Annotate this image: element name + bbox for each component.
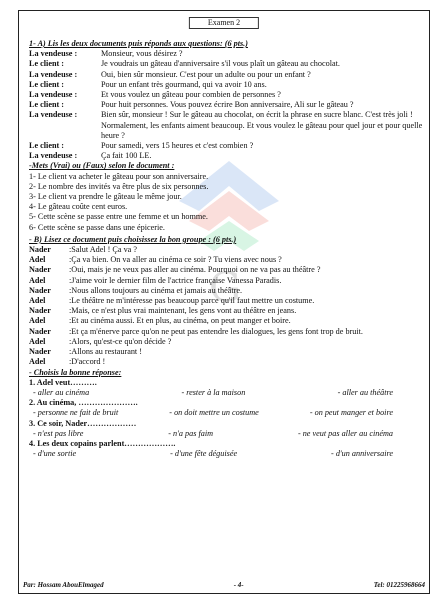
dialogue-line	[29, 296, 423, 306]
answer-option: - on doit mettre un costume	[169, 408, 259, 418]
dialogue-1	[29, 49, 423, 161]
speaker-label: Adel	[29, 357, 46, 367]
dialogue-line	[29, 110, 423, 141]
speaker-label: La vendeuse :	[29, 151, 78, 161]
true-false-list	[29, 172, 423, 233]
footer-author: Par: Hossam AbouElmaged	[23, 581, 104, 589]
answer-option: - rester à la maison	[181, 387, 246, 397]
questions-list	[29, 378, 423, 460]
dialogue-text: :Oui, mais je ne veux pas aller au cinéma. Pourquoi on ne va pas au théâtre ?	[69, 265, 321, 275]
dialogue-line	[29, 59, 423, 69]
dialogue-text: :Allons au restaurant !	[69, 347, 142, 357]
dialogue-line	[29, 276, 423, 286]
dialogue-text: :Et au cinéma aussi. Et en plus, au cinéma, on peut manger et boire.	[69, 316, 291, 326]
answer-option: - on peut manger et boire	[309, 408, 393, 418]
dialogue-line	[29, 141, 423, 151]
dialogue-line	[29, 100, 423, 110]
dialogue-line	[29, 90, 423, 100]
dialogue-text: :Salut Adel ! Ça va ?	[69, 245, 137, 255]
dialogue-line	[29, 49, 423, 59]
speaker-label: Nader	[29, 285, 51, 295]
speaker-label: Adel	[29, 316, 46, 326]
dialogue-line	[29, 286, 423, 296]
dialogue-text: :Mais, ce n'est plus vrai maintenant, les gens vont au théâtre en jeans.	[69, 306, 297, 316]
speaker-label: Adel	[29, 296, 46, 306]
dialogue-line	[29, 265, 423, 275]
speaker-label: Nader	[29, 245, 51, 255]
answer-options	[29, 408, 423, 418]
dialogue-line	[29, 347, 423, 357]
dialogue-text: Et vous voulez un gâteau pour combien de personnes ?	[101, 90, 281, 100]
dialogue-line	[29, 337, 423, 347]
dialogue-text: :D'accord !	[69, 357, 106, 367]
dialogue-text: :Nous allons toujours au cinéma et jamais au théâtre.	[69, 285, 243, 295]
dialogue-text: Ça fait 100 LE.	[101, 151, 152, 161]
choose-heading: - Choisis la bonne réponse:	[29, 367, 122, 377]
dialogue-line	[29, 316, 423, 326]
dialogue-line	[29, 357, 423, 367]
dialogue-text: Je voudrais un gâteau d'anniversaire s'il vous plaît un gâteau au chocolat.	[101, 59, 340, 69]
speaker-label: Nader	[29, 265, 51, 275]
statement-item: 2- Le nombre des invités va être plus de six personnes.	[29, 181, 209, 191]
statement-item: 5- Cette scène se passe entre une femme et un homme.	[29, 212, 208, 222]
answer-options	[29, 429, 423, 439]
dialogue-text: Pour huit personnes. Vous pouvez écrire Bon anniversaire, Ali sur le gâteau ?	[101, 100, 354, 110]
speaker-label: Adel	[29, 336, 46, 346]
dialogue-line	[29, 245, 423, 255]
dialogue-line	[29, 80, 423, 90]
dialogue-text: Pour samedi, vers 15 heures et c'est combien ?	[101, 141, 254, 151]
vf-heading: -Mets (Vrai) ou (Faux) selon le document :	[29, 161, 175, 171]
statement-item: 3- Le client va prendre le gâteau le même jour.	[29, 192, 182, 202]
answer-options	[29, 388, 423, 398]
speaker-label: La vendeuse :	[29, 69, 78, 79]
dialogue-2	[29, 245, 423, 367]
answer-option: - n'est pas libre	[33, 428, 84, 438]
answer-option: - personne ne fait de bruit	[33, 408, 119, 418]
speaker-label: Adel	[29, 255, 46, 265]
answer-option: - d'une fête déguisée	[170, 449, 238, 459]
dialogue-text: Pour un enfant très gourmand, qui va avoir 10 ans.	[101, 79, 267, 89]
answer-option: - n'a pas faim	[168, 428, 214, 438]
answer-options	[29, 449, 423, 459]
speaker-label: Nader	[29, 326, 51, 336]
answer-option: - d'un anniversaire	[331, 449, 393, 459]
footer-phone: Tel: 01225968664	[373, 581, 425, 589]
dialogue-text: :Et ça m'énerve parce qu'on ne peut pas entendre les dialogues, les gens font trop de bruit.	[69, 326, 363, 336]
dialogue-line	[29, 255, 423, 265]
page-title: Examen 2	[189, 17, 259, 29]
speaker-label: Nader	[29, 347, 51, 357]
dialogue-line	[29, 151, 423, 161]
question-stem: 4. Les deux copains parlent……………….	[29, 438, 176, 448]
statement-item: 4- Le gâteau coûte cent euros.	[29, 202, 128, 212]
speaker-label: Le client :	[29, 141, 65, 151]
dialogue-line	[29, 327, 423, 337]
answer-option: - ne veut pas aller au cinéma	[297, 428, 393, 438]
question-stem: 1. Adel veut……….	[29, 377, 97, 387]
part2-heading: - B) Lisez ce document puis choisissez la bon groupe : (6 pts.)	[29, 234, 237, 244]
speaker-label: Le client :	[29, 79, 65, 89]
statement-item: 1- Le client va acheter le gâteau pour son anniversaire.	[29, 171, 209, 181]
speaker-label: La vendeuse :	[29, 110, 78, 120]
part1-heading: 1- A) Lis les deux documents puis réponds aux questions: (6 pts.)	[29, 39, 248, 48]
statement-item: 6- Cette scène se passe dans une épicerie.	[29, 222, 165, 232]
dialogue-line	[29, 70, 423, 80]
speaker-label: La vendeuse :	[29, 49, 78, 59]
dialogue-line	[29, 306, 423, 316]
answer-option: - aller au théâtre	[337, 387, 393, 397]
dialogue-text: Oui, bien sûr monsieur. C'est pour un adulte ou pour un enfant ?	[101, 69, 311, 79]
question-stem: 2. Au cinéma, ………………….	[29, 398, 138, 408]
footer-page-number: - 4-	[233, 581, 244, 589]
dialogue-text: Monsieur, vous désirez ?	[101, 49, 183, 59]
footer	[23, 581, 425, 589]
question-stem: 3. Ce soir, Nader………………	[29, 418, 137, 428]
dialogue-text: :Alors, qu'est-ce qu'on décide ?	[69, 336, 172, 346]
speaker-label: Le client :	[29, 59, 65, 69]
dialogue-text: Bien sûr, monsieur ! Sur le gâteau au chocolat, on écrit la phrase en sucre blanc. C'est très joli ! Normalement, les enfants aiment beaucoup. Et vous voulez le gâteau pour quel jour et pour quelle heure ?	[101, 110, 423, 140]
dialogue-text: :J'aime voir le dernier film de l'actrice française Vanessa Paradis.	[69, 275, 282, 285]
answer-option: - d'une sortie	[33, 449, 77, 459]
exam-page	[18, 10, 430, 594]
dialogue-text: :Le théâtre ne m'intéresse pas beaucoup parce qu'il faut mettre un costume.	[69, 296, 315, 306]
speaker-label: Le client :	[29, 100, 65, 110]
dialogue-text: :Ça va bien. On va aller au cinéma ce soir ? Tu viens avec nous ?	[69, 255, 282, 265]
speaker-label: La vendeuse :	[29, 90, 78, 100]
svg-text:G: G	[209, 265, 241, 311]
speaker-label: Nader	[29, 306, 51, 316]
speaker-label: Adel	[29, 275, 46, 285]
answer-option: - aller au cinéma	[33, 387, 90, 397]
